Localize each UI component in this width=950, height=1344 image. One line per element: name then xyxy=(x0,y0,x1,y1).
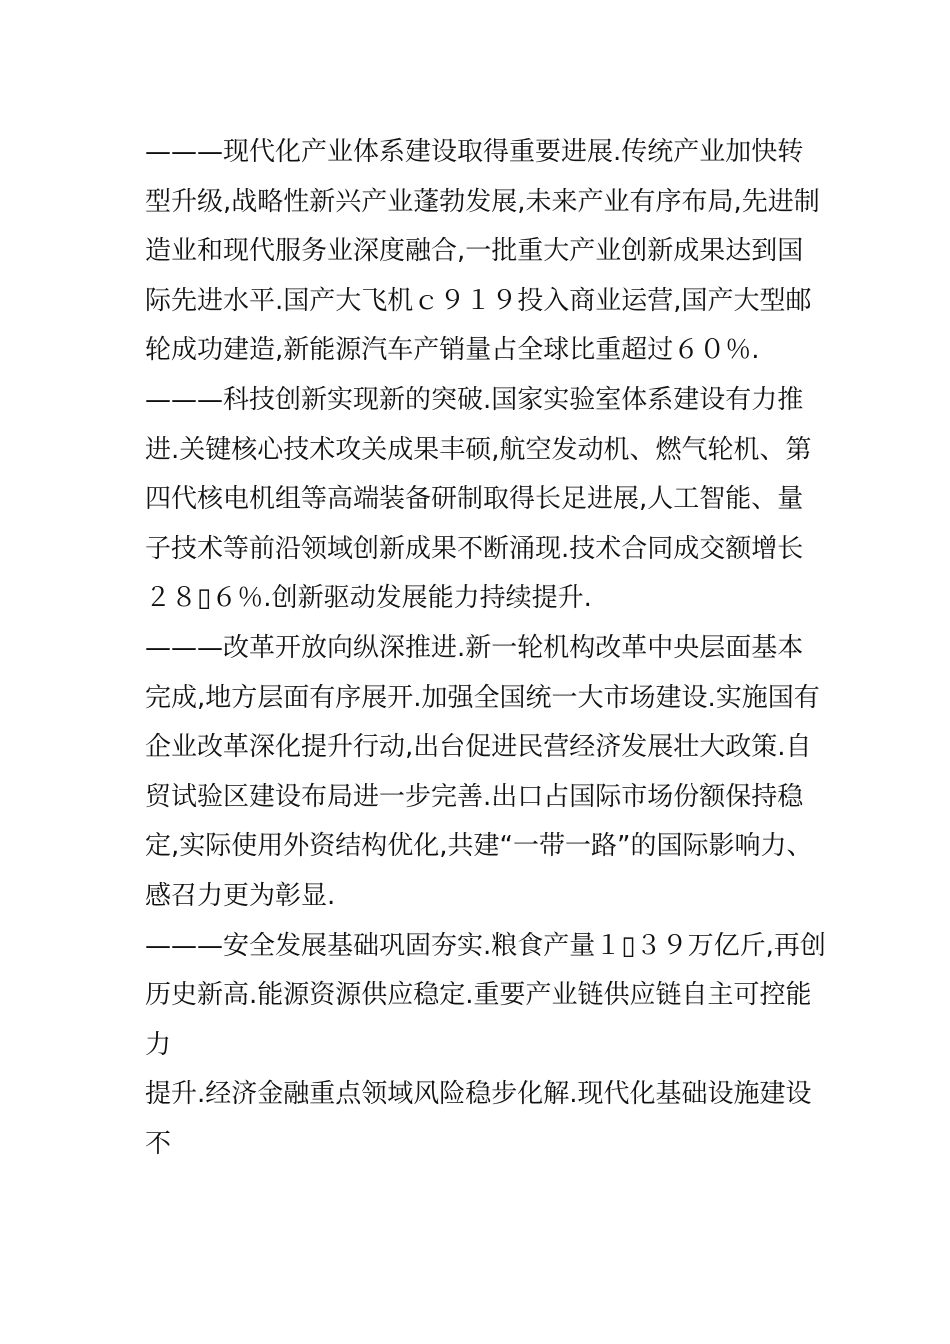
text-line: ———现代化产业体系建设取得重要进展.传统产业加快转 xyxy=(145,137,804,167)
text-line: ———安全发展基础巩固夯实.粮食产量１▯３９万亿斤,再创 xyxy=(145,930,826,961)
text-line: 进.关键核心技术攻关成果丰硕,航空发动机、燃气轮机、第 xyxy=(145,434,812,465)
text-line: ———科技创新实现新的突破.国家实验室体系建设有力推 xyxy=(145,384,804,415)
text-line: 型升级,战略性新兴产业蓬勃发展,未来产业有序布局,先进制 xyxy=(145,186,820,217)
text-line: ２８▯６％.创新驱动发展能力持续提升. xyxy=(145,583,592,614)
text-line: 完成,地方层面有序展开.加强全国统一大市场建设.实施国有 xyxy=(145,682,820,713)
text-line: 企业改革深化提升行动,出台促进民营经济发展壮大政策.自 xyxy=(145,732,812,763)
text-line: 际先进水平.国产大飞机ｃ９１９投入商业运营,国产大型邮 xyxy=(145,285,812,316)
text-line: 贸试验区建设布局进一步完善.出口占国际市场份额保持稳 xyxy=(145,781,804,812)
text-line: 四代核电机组等高端装备研制取得长足进展,人工智能、量 xyxy=(145,484,804,515)
text-line: ———改革开放向纵深推进.新一轮机构改革中央层面基本 xyxy=(145,632,804,663)
text-line: 不 xyxy=(145,1128,172,1159)
text-line: 提升.经济金融重点领域风险稳步化解.现代化基础设施建设 xyxy=(145,1079,812,1110)
text-line: 感召力更为彰显. xyxy=(145,880,336,911)
text-line: 轮成功建造,新能源汽车产销量占全球比重超过６０％. xyxy=(145,335,760,366)
text-line: 造业和现代服务业深度融合,一批重大产业创新成果达到国 xyxy=(145,236,804,267)
body-text xyxy=(145,128,826,1169)
text-line: 定,实际使用外资结构优化,共建“一带一路”的国际影响力、 xyxy=(145,831,813,862)
text-line: 力 xyxy=(145,1029,172,1060)
text-line: 子技术等前沿领域创新成果不断涌现.技术合同成交额增长 xyxy=(145,533,804,564)
text-line: 历史新高.能源资源供应稳定.重要产业链供应链自主可控能 xyxy=(145,980,812,1011)
